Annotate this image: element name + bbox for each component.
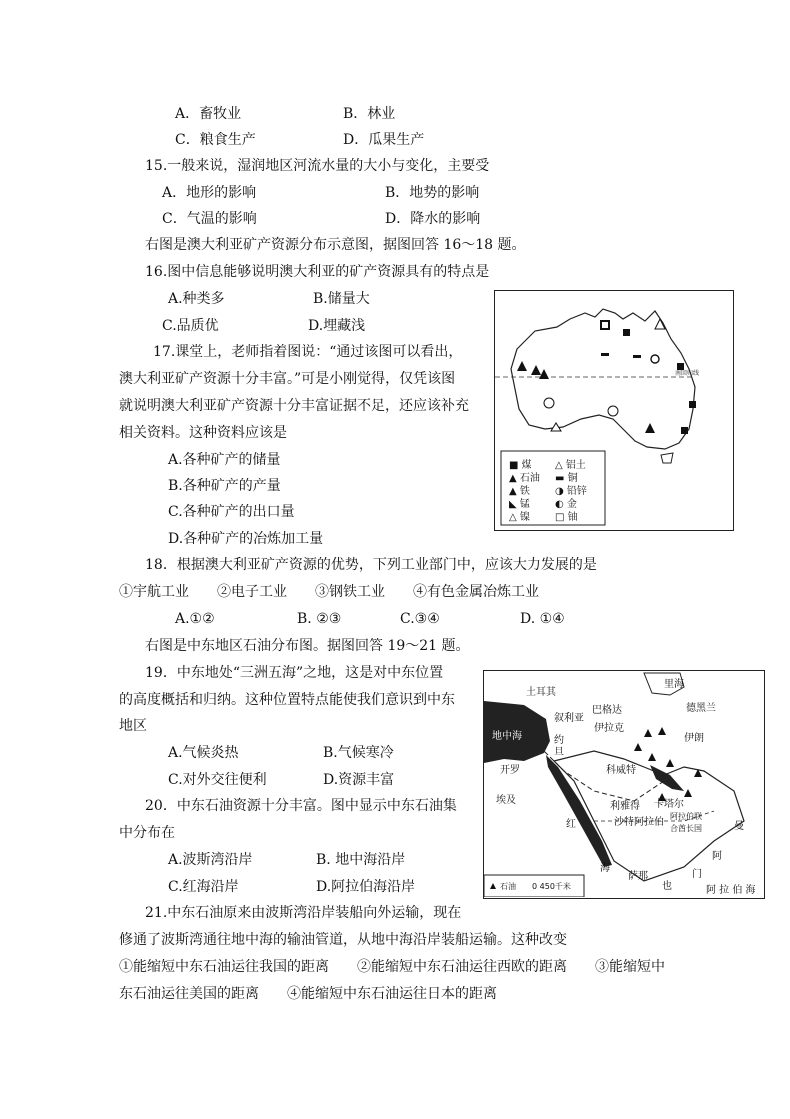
copper-symbol bbox=[633, 355, 641, 358]
q18-stem: 18．根据澳大利亚矿产资源的优势，下列工业部门中，应该大力发展的是 bbox=[145, 557, 597, 573]
legend-gold: ◐ 金 bbox=[555, 499, 577, 510]
q19-line-1: 19．中东地处“三洲五海”之地，这是对中东位置 bbox=[145, 665, 444, 681]
label-a: 阿 bbox=[712, 851, 722, 862]
q21-line-4: 东石油运往美国的距离 ④能缩短中东石油运往日本的距离 bbox=[119, 986, 497, 1002]
q20-option-b: B. 地中海沿岸 bbox=[316, 852, 406, 868]
q19-option-b: B.气候寒冷 bbox=[323, 745, 394, 761]
coal-symbol bbox=[677, 363, 684, 370]
label-qatar: 卡塔尔 bbox=[654, 799, 684, 810]
label-kuwait: 科威特 bbox=[606, 765, 636, 776]
label-iran: 伊朗 bbox=[684, 733, 704, 744]
label-baghdad: 巴格达 bbox=[592, 705, 622, 716]
legend-lead-zinc: ◑ 铅锌 bbox=[555, 486, 587, 497]
q17-line-4: 相关资料。这种资料应该是 bbox=[119, 425, 287, 441]
label-mediterranean: 地中海 bbox=[492, 731, 522, 742]
q16-option-a: A.种类多 bbox=[168, 291, 225, 307]
q18-option-b: B. ②③ bbox=[297, 611, 342, 627]
q18-statements: ①宇航工业 ②电子工业 ③钢铁工业 ④有色金属冶炼工业 bbox=[119, 584, 539, 600]
label-jordan: 约 bbox=[554, 735, 564, 746]
legend-manganese: ◣ 锰 bbox=[509, 499, 530, 510]
q17-option-a: A.各种矿产的储量 bbox=[168, 452, 281, 468]
coal-symbol bbox=[681, 427, 688, 434]
q17-line-1: 17.课堂上，老师指着图说：“通过该图可以看出， bbox=[153, 344, 463, 360]
coal-symbol bbox=[623, 329, 630, 336]
q20-option-d: D.阿拉伯海沿岸 bbox=[316, 879, 416, 895]
q20-option-c: C.红海沿岸 bbox=[168, 879, 239, 895]
label-turkey: 土耳其 bbox=[526, 687, 556, 698]
q16-option-d: D.埋藏浅 bbox=[308, 318, 366, 334]
middle-east-oil-map bbox=[483, 670, 765, 899]
gold-symbol bbox=[651, 355, 659, 363]
intro-19-21: 右图是中东地区石油分布图。据图回答 19～21 题。 bbox=[145, 638, 470, 654]
label-saudi: 沙特阿拉伯 bbox=[614, 817, 664, 828]
q21-line-2: 修通了波斯湾通往地中海的输油管道，从地中海沿岸装船运输。这种改变 bbox=[119, 932, 567, 948]
q17-option-b: B.各种矿产的产量 bbox=[168, 478, 281, 494]
q18-option-d: D. ①④ bbox=[520, 611, 565, 627]
q14-option-c: C．粮食生产 bbox=[175, 132, 256, 148]
tasmania bbox=[661, 453, 673, 463]
tropic-label: 南回归线 bbox=[675, 370, 700, 377]
q15-option-b: B．地势的影响 bbox=[385, 185, 480, 201]
q16-option-b: B.储量大 bbox=[313, 291, 370, 307]
legend-oil-label: 石油 bbox=[500, 882, 516, 891]
q20-line-2: 中分布在 bbox=[119, 825, 175, 841]
q14-option-a: A．畜牧业 bbox=[175, 106, 242, 122]
legend-coal: ■ 煤 bbox=[509, 460, 532, 471]
legend-copper: ▬ 铜 bbox=[555, 473, 578, 484]
q17-option-d: D.各种矿产的冶炼加工量 bbox=[168, 531, 324, 547]
australia-mineral-map bbox=[494, 290, 734, 531]
label-arabian-sea: 阿 拉 伯 海 bbox=[706, 885, 756, 896]
q14-option-b: B．林业 bbox=[343, 106, 396, 122]
q17-line-2: 澳大利亚矿产资源十分丰富。”可是小刚觉得，仅凭该图 bbox=[119, 371, 456, 387]
q19-option-d: D.资源丰富 bbox=[323, 772, 395, 788]
label-red: 红 bbox=[566, 819, 576, 830]
legend-scale: 0 450千米 bbox=[532, 882, 571, 891]
coal-symbol bbox=[689, 401, 696, 408]
q20-line-1: 20．中东石油资源十分丰富。图中显示中东石油集 bbox=[145, 798, 457, 814]
mideast-labels bbox=[484, 671, 764, 898]
lead-zinc-symbol bbox=[608, 406, 618, 416]
q15-option-c: C．气温的影响 bbox=[162, 211, 257, 227]
q15-option-d: D．降水的影响 bbox=[385, 211, 481, 227]
label-tehran: 德黑兰 bbox=[686, 703, 716, 714]
q16-stem: 16.图中信息能够说明澳大利亚的矿产资源具有的特点是 bbox=[145, 264, 490, 280]
intro-16-18: 右图是澳大利亚矿产资源分布示意图，据图回答 16～18 题。 bbox=[145, 237, 526, 253]
australia-legend bbox=[509, 459, 601, 524]
label-sana: 萨那 bbox=[628, 871, 648, 882]
q20-option-a: A.波斯湾沿岸 bbox=[168, 852, 253, 868]
q21-line-1: 21.中东石油原来由波斯湾沿岸装船向外运输，现在 bbox=[145, 905, 462, 921]
q19-line-2: 的高度概括和归纳。这种位置特点能使我们意识到中东 bbox=[119, 692, 455, 708]
q18-option-c: C.③④ bbox=[400, 611, 440, 627]
legend-iron: ▲ 铁 bbox=[509, 486, 530, 497]
label-cairo: 开罗 bbox=[500, 765, 520, 776]
legend-uranium: □ 铀 bbox=[555, 512, 578, 523]
legend-oil: ▲ 石油 bbox=[509, 473, 540, 484]
label-caspian: 里海 bbox=[664, 679, 684, 690]
label-ye: 也 bbox=[662, 881, 672, 892]
label-riyadh: 利雅得 bbox=[610, 801, 640, 812]
q15-option-a: A．地形的影响 bbox=[162, 185, 257, 201]
label-syria: 叙利亚 bbox=[554, 713, 584, 724]
legend-bauxite: △ 铝土 bbox=[555, 460, 586, 471]
q19-option-a: A.气候炎热 bbox=[168, 745, 239, 761]
q17-option-c: C.各种矿产的出口量 bbox=[168, 504, 295, 520]
label-oman: 曼 bbox=[734, 821, 744, 832]
q16-option-c: C.品质优 bbox=[162, 318, 219, 334]
label-uae-2: 合酋长国 bbox=[670, 824, 702, 833]
legend-nickel: △ 镍 bbox=[509, 512, 530, 523]
label-uae: 阿拉伯联 bbox=[670, 812, 702, 821]
label-egypt: 埃及 bbox=[496, 795, 516, 806]
q15-stem: 15.一般来说，湿润地区河流水量的大小与变化，主要受 bbox=[145, 158, 490, 174]
q19-line-3: 地区 bbox=[119, 718, 147, 734]
label-jordan-2: 旦 bbox=[554, 747, 564, 758]
q14-option-d: D．瓜果生产 bbox=[343, 132, 425, 148]
q17-line-3: 就说明澳大利亚矿产资源十分丰富证据不足，还应该补充 bbox=[119, 398, 469, 414]
label-iraq: 伊拉克 bbox=[594, 723, 624, 734]
label-sea: 海 bbox=[600, 863, 610, 874]
q19-option-c: C.对外交往便利 bbox=[168, 772, 267, 788]
q21-line-3: ①能缩短中东石油运往我国的距离 ②能缩短中东石油运往西欧的距离 ③能缩短中 bbox=[119, 959, 665, 975]
label-men: 门 bbox=[692, 869, 702, 880]
copper-symbol bbox=[601, 353, 609, 356]
uranium-symbol bbox=[601, 321, 609, 329]
lead-zinc-symbol bbox=[544, 398, 554, 408]
q18-option-a: A.①② bbox=[175, 611, 215, 627]
